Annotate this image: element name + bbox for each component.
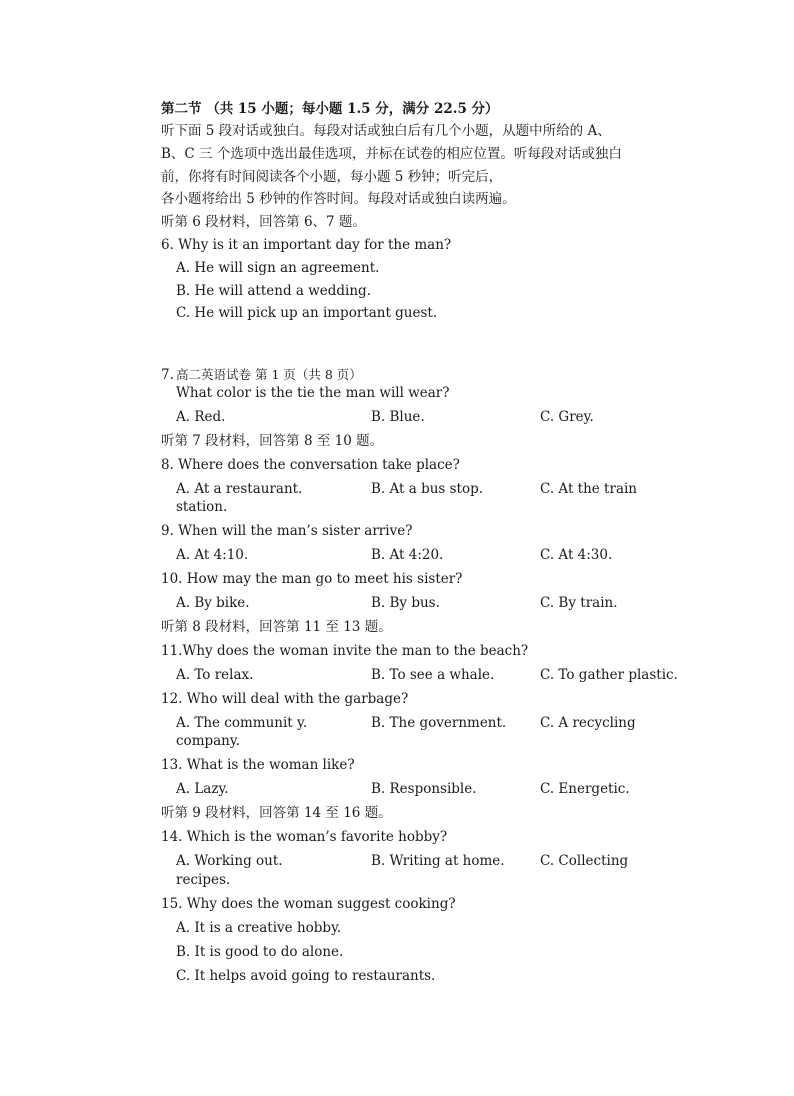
option-b: B. At a bus stop. bbox=[371, 481, 484, 497]
question-stem: What color is the tie the man will wear? bbox=[176, 385, 450, 401]
option-a: A. To relax. bbox=[176, 667, 254, 683]
option-b: B. The government. bbox=[371, 715, 507, 731]
instruction-line: 各小题将给出 5 秒钟的作答时间。每段对话或独白读两遍。 bbox=[161, 191, 516, 207]
instruction-line: 前，你将有时间阅读各个小题，每小题 5 秒钟；听完后， bbox=[161, 169, 503, 185]
option-b: B. Writing at home. bbox=[371, 853, 505, 869]
section-title: 第二节 （共 15 小题；每小题 1.5 分，满分 22.5 分） bbox=[161, 101, 499, 117]
material-instruction: 听第 7 段材料，回答第 8 至 10 题。 bbox=[161, 433, 384, 449]
option-c: C. He will pick up an important guest. bbox=[176, 305, 438, 321]
option-b: B. Responsible. bbox=[371, 781, 477, 797]
question-stem: 9. When will the man’s sister arrive? bbox=[161, 523, 413, 539]
option-a: A. At a restaurant. bbox=[176, 481, 303, 497]
option-c: C. Energetic. bbox=[540, 781, 630, 797]
material-instruction: 听第 6 段材料，回答第 6、7 题。 bbox=[161, 214, 366, 230]
option-c: C. At the train bbox=[540, 481, 637, 497]
option-c-continued: recipes. bbox=[176, 872, 231, 888]
question-stem: 10. How may the man go to meet his sister? bbox=[161, 571, 463, 587]
option-b: B. It is good to do alone. bbox=[176, 944, 344, 960]
page-footer: 高二英语试卷 第 1 页（共 8 页） bbox=[176, 367, 362, 382]
option-a: A. He will sign an agreement. bbox=[176, 260, 380, 276]
question-stem: 15. Why does the woman suggest cooking? bbox=[161, 896, 456, 912]
option-a: A. The communit y. bbox=[176, 715, 308, 731]
option-b: B. By bus. bbox=[371, 595, 440, 611]
option-b: B. He will attend a wedding. bbox=[176, 283, 371, 299]
question-stem: 13. What is the woman like? bbox=[161, 757, 355, 773]
option-c-continued: station. bbox=[176, 499, 228, 515]
question-stem: 14. Which is the woman’s favorite hobby? bbox=[161, 829, 448, 845]
option-c: C. To gather plastic. bbox=[540, 667, 678, 683]
option-c: C. A recycling bbox=[540, 715, 636, 731]
instruction-line: B、C 三 个选项中选出最佳选项，并标在试卷的相应位置。听每段对话或独白 bbox=[161, 146, 622, 162]
question-stem: 8. Where does the conversation take place? bbox=[161, 457, 460, 473]
question-stem: 12. Who will deal with the garbage? bbox=[161, 691, 409, 707]
option-b: B. To see a whale. bbox=[371, 667, 495, 683]
option-a: A. By bike. bbox=[176, 595, 250, 611]
option-b: B. At 4:20. bbox=[371, 547, 444, 563]
option-a: A. At 4:10. bbox=[176, 547, 249, 563]
option-a: A. Working out. bbox=[176, 853, 283, 869]
material-instruction: 听第 8 段材料，回答第 11 至 13 题。 bbox=[161, 619, 392, 635]
question-stem: 6. Why is it an important day for the man? bbox=[161, 237, 452, 253]
option-c: C. By train. bbox=[540, 595, 618, 611]
option-c: C. Grey. bbox=[540, 409, 594, 425]
option-a: A. It is a creative hobby. bbox=[176, 920, 342, 936]
option-c: C. At 4:30. bbox=[540, 547, 613, 563]
option-c: C. Collecting bbox=[540, 853, 629, 869]
instruction-line: 听下面 5 段对话或独白。每段对话或独白后有几个小题，从题中所给的 A、 bbox=[161, 123, 611, 139]
question-number: 7. bbox=[161, 367, 174, 383]
question-stem: 11.Why does the woman invite the man to the beach? bbox=[161, 643, 529, 659]
option-a: A. Red. bbox=[176, 409, 226, 425]
option-a: A. Lazy. bbox=[176, 781, 229, 797]
option-b: B. Blue. bbox=[371, 409, 425, 425]
material-instruction: 听第 9 段材料，回答第 14 至 16 题。 bbox=[161, 805, 392, 821]
option-c: C. It helps avoid going to restaurants. bbox=[176, 968, 436, 984]
option-c-continued: company. bbox=[176, 733, 240, 749]
